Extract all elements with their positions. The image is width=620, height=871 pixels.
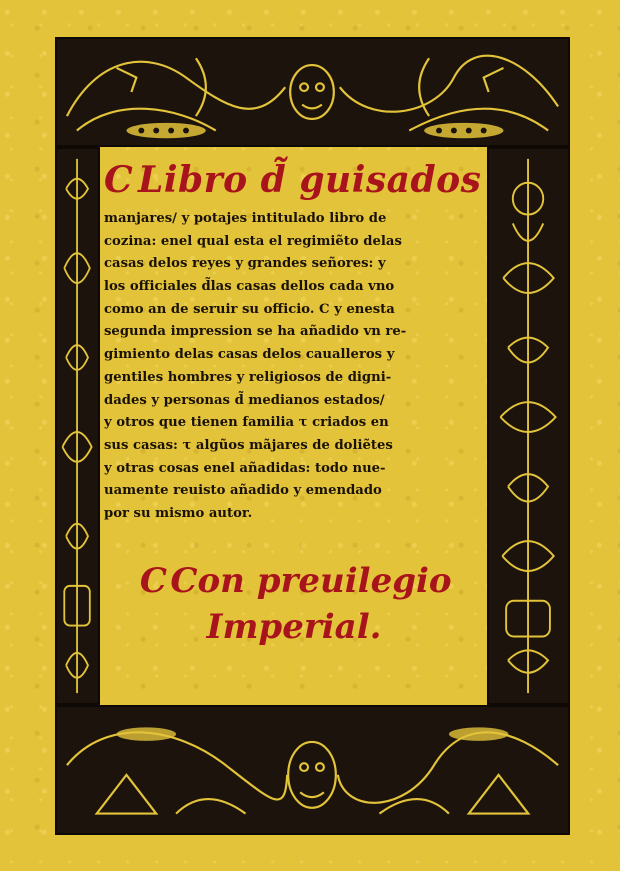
title-page-text — [104, 150, 484, 703]
privilege-notice — [104, 558, 484, 650]
woodcut-border-top — [55, 37, 570, 147]
body-line: manjares/ y potajes intitulado libro de — [104, 211, 387, 226]
body-line: y otras cosas enel añadidas: todo nue- — [104, 460, 386, 476]
pilcrow-mark: C — [139, 560, 167, 601]
body-line: y otros que tienen familia τ criados en — [104, 415, 389, 431]
body-line: uamente reuisto añadido y emendado — [104, 483, 382, 499]
book-title — [104, 156, 484, 204]
woodcut-border-left — [55, 147, 100, 705]
body-text — [104, 208, 484, 526]
woodcut-border-bottom — [55, 705, 570, 835]
ornament-top-icon — [57, 39, 568, 145]
body-line: sus casas: τ algũos mãjares de doliẽtes — [104, 437, 393, 453]
body-line: gimiento delas casas delos caualleros y — [104, 347, 395, 363]
body-line: los officiales d̃las casas dellos cada vno — [104, 279, 395, 295]
body-line: casas delos reyes y grandes señores: y — [104, 256, 386, 272]
book-title-text: Libro d̃ guisados — [138, 159, 482, 201]
woodcut-border-right — [487, 147, 570, 705]
body-line: cozina: enel qual esta el regimiẽto delas — [104, 233, 402, 249]
pilcrow-mark: C — [104, 159, 134, 201]
body-line: gentiles hombres y religiosos de digni- — [104, 369, 392, 385]
ornament-right-icon — [489, 149, 568, 703]
body-line: por su mismo autor. — [104, 505, 253, 521]
privilege-line-2: Imperial. — [206, 606, 382, 647]
body-line: como an de seruir su officio. C y enesta — [104, 301, 395, 317]
body-line: segunda impression se ha añadido vn re- — [104, 324, 407, 340]
ornament-bottom-icon — [57, 707, 568, 833]
privilege-line-1: Con preuilegio — [170, 560, 452, 601]
body-line: dades y personas d̃ medianos estados/ — [104, 392, 385, 408]
ornament-left-icon — [57, 149, 98, 703]
